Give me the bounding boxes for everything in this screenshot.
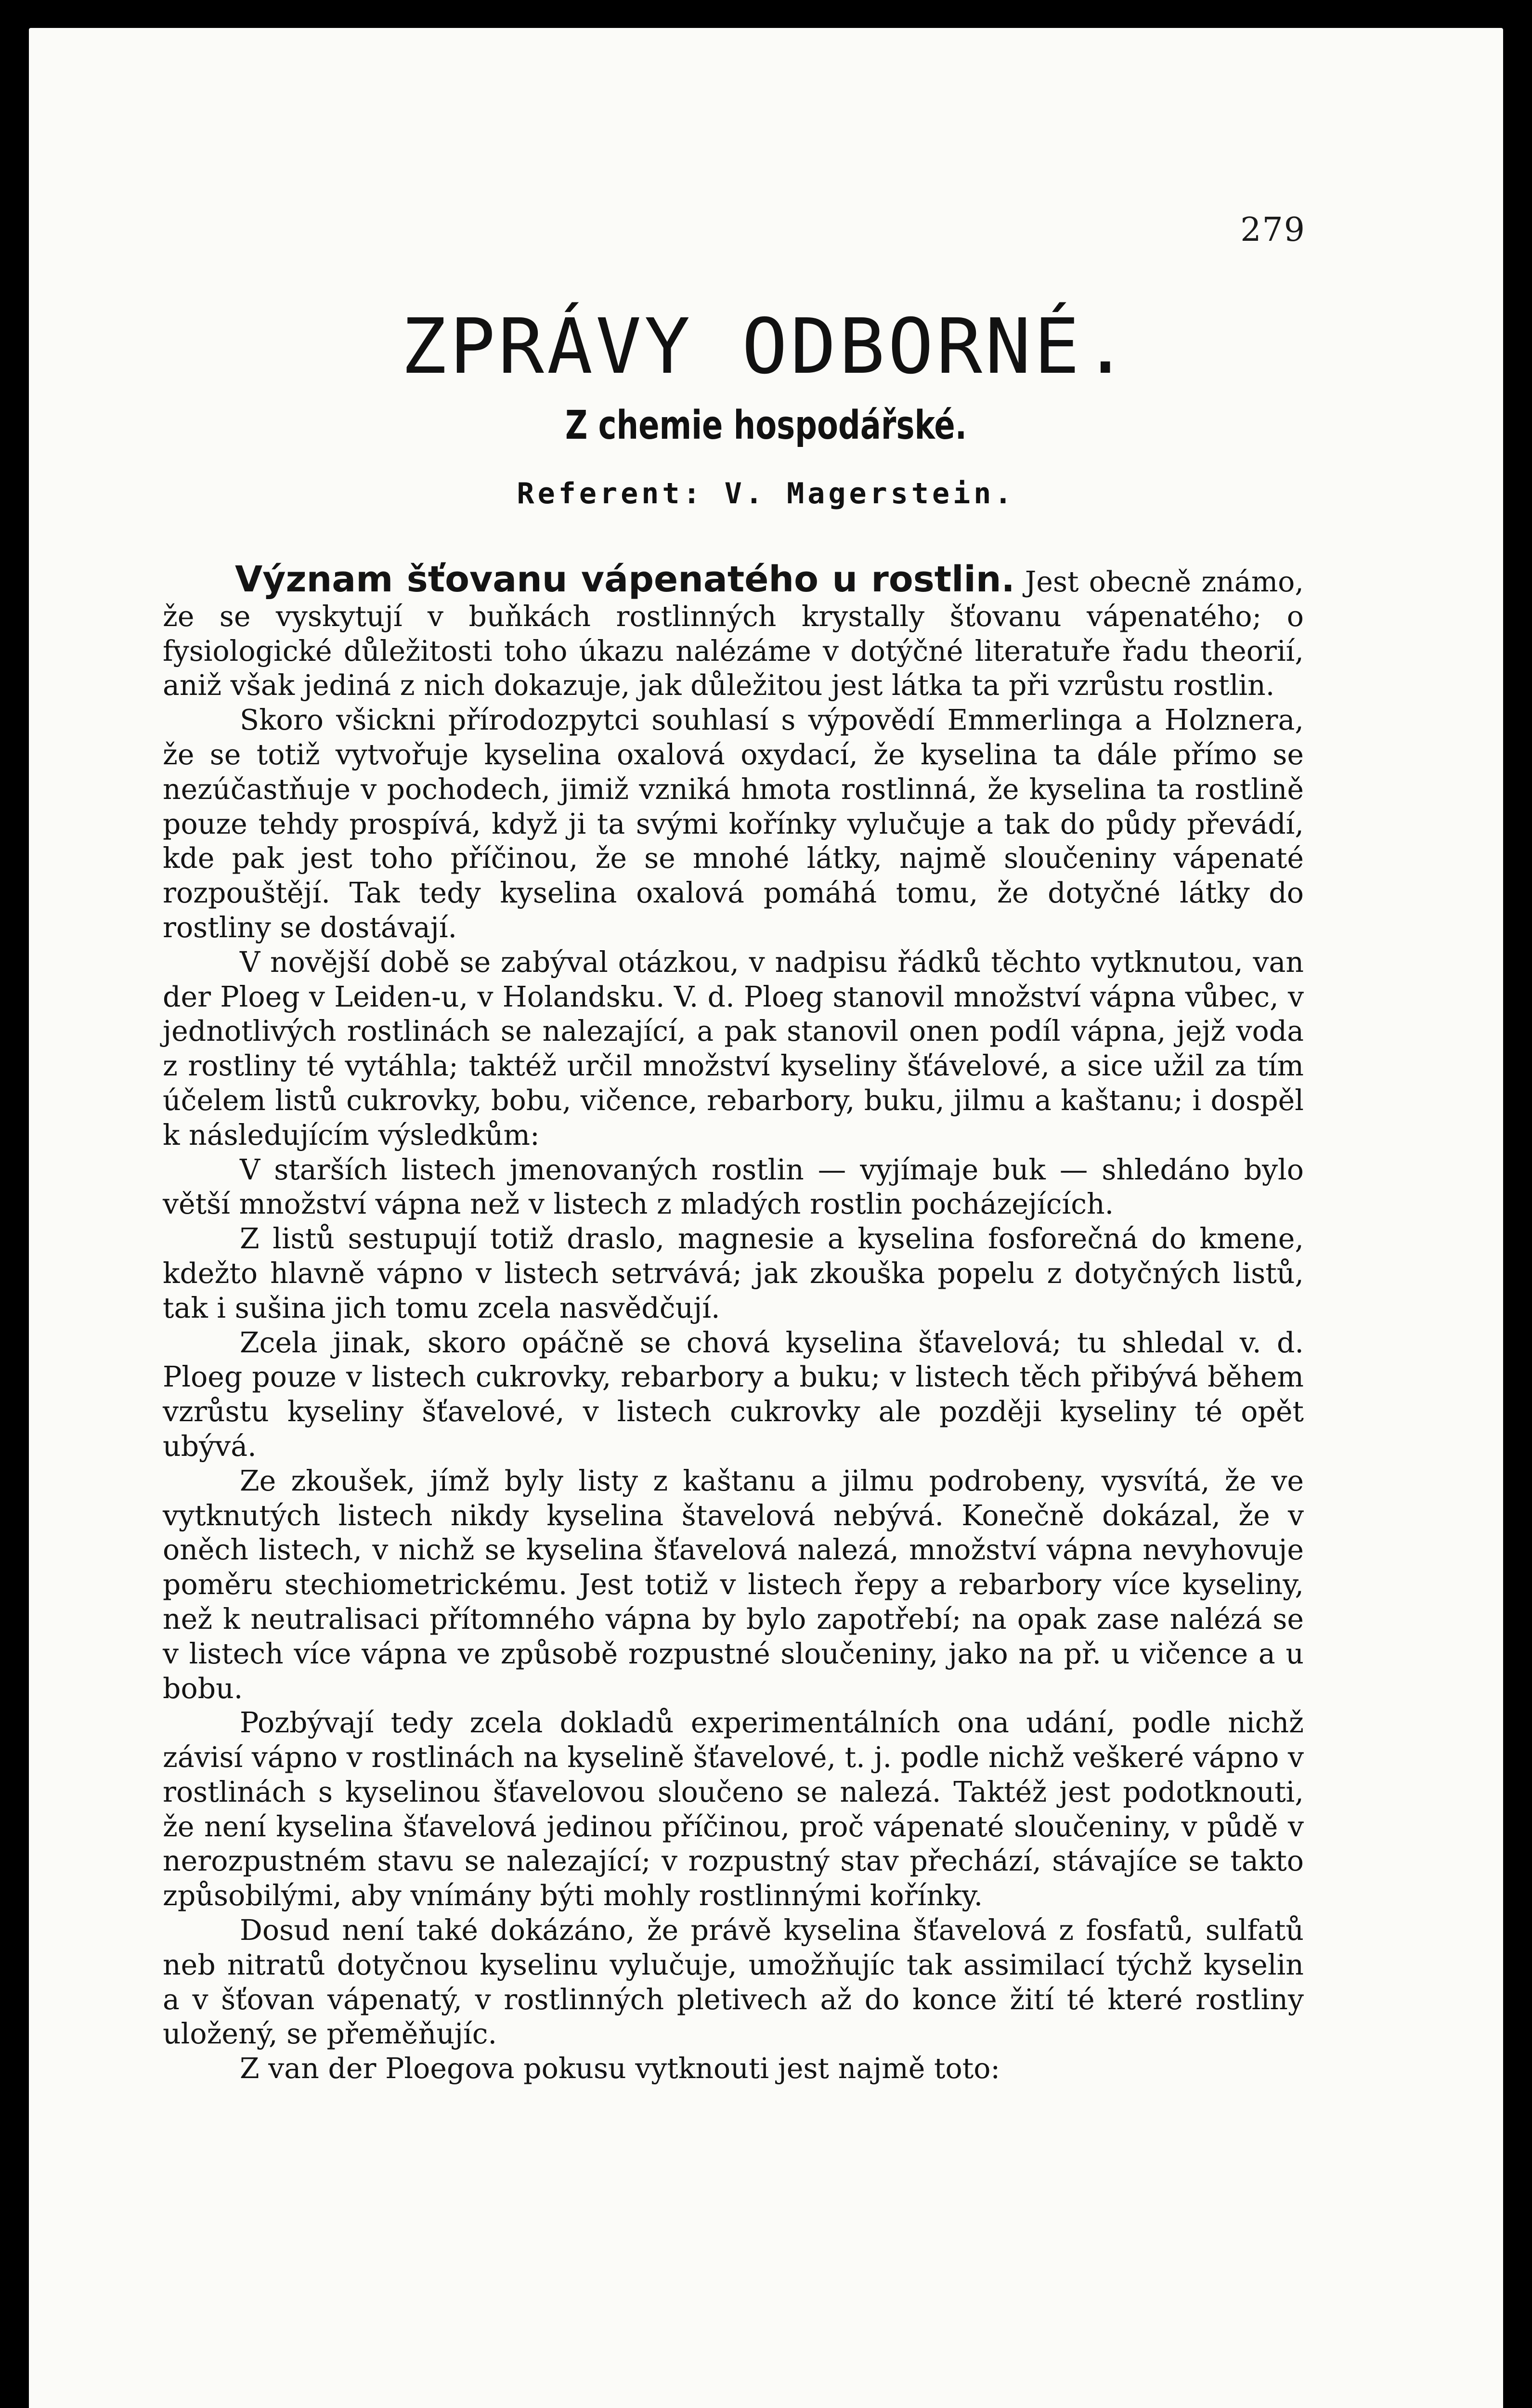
- paragraph: Dosud není také dokázáno, že právě kyselina šťavelová z fosfatů, sulfatů neb nitratů dotyčnou kyselinu vylučuje, umožňujíc tak assimilací týchž kyselin a v šťovan vápenatý, v rostlinných pletivech až do konce žití té které rostliny uložený, se přeměňujíc.: [163, 1914, 1304, 2051]
- paragraph: Ze zkoušek, jímž byly listy z kaštanu a jilmu podrobeny, vysvítá, že ve vytknutých listech nikdy kyselina štavelová nebývá. Konečně dokázal, že v oněch listech, v nichž se kyselina šťavelová nalezá, množství vápna nevyhovuje poměru stechiometrickému. Jest totiž v listech řepy a rebarbory více kyseliny, než k neutralisaci přítomného vápna by bylo zapotřebí; na opak zase nalézá se v listech více vápna ve způsobě rozpustné sloučeniny, jako na př. u vičence a u bobu.: [163, 1464, 1304, 1705]
- paragraph: V starších listech jmenovaných rostlin — vyjímaje buk — shledáno bylo větší množství vápna než v listech z mladých rostlin pocházejících.: [163, 1153, 1304, 1221]
- article-lead-title: Význam šťovanu vápenatého u rostlin.: [235, 559, 1015, 600]
- paragraph: V novější době se zabýval otázkou, v nadpisu řádků těchto vytknutou, van der Ploeg v Leiden-u, v Holandsku. V. d. Ploeg stanovil množství vápna vůbec, v jednotlivých rostlinách se nalezající, a pak stanovil onen podíl vápna, jejž voda z rostliny té vytáhla; taktéž určil množství kyseliny šťávelové, a sice užil za tím účelem listů cukrovky, bobu, vičence, rebarbory, buku, jilmu a kaštanu; i dospěl k následujícím výsledkům:: [163, 945, 1304, 1152]
- paragraph: Zcela jinak, skoro opáčně se chová kyselina šťavelová; tu shledal v. d. Ploeg pouze v listech cukrovky, rebarbory a buku; v listech těch přibývá během vzrůstu kyseliny šťavelové, v listech cukrovky ale později kyseliny té opět ubývá.: [163, 1326, 1304, 1463]
- page-number: 279: [1240, 211, 1306, 249]
- subtitle: Z chemie hospodářské.: [565, 403, 967, 448]
- paragraph: [163, 559, 1304, 703]
- article-body: [163, 559, 1304, 2086]
- paragraph: Skoro všickni přírodozpytci souhlasí s výpovědí Emmerlinga a Holznera, že se totiž vytvořuje kyselina oxalová oxydací, že kyselina ta dále přímo se nezúčastňuje v pochodech, jimiž vzniká hmota rostlinná, že kyselina ta rostlině pouze tehdy prospívá, když ji ta svými kořínky vylučuje a tak do půdy převádí, kde pak jest toho příčinou, že se mnohé látky, najmě sloučeniny vápenaté rozpouštějí. Tak tedy kyselina oxalová pomáhá tomu, že dotyčné látky do rostliny se dostávají.: [163, 704, 1304, 944]
- paragraph: Pozbývají tedy zcela dokladů experimentálních ona udání, podle nichž závisí vápno v rostlinách na kyselině šťavelové, t. j. podle nichž veškeré vápno v rostlinách s kyselinou šťavelovou sloučeno se nalezá. Taktéž jest podotknouti, že není kyselina šťavelová jedinou příčinou, proč vápenaté sloučeniny, v půdě v nerozpustném stavu se nalezající; v rozpustný stav přechází, stávajíce se takto způsobilými, aby vnímány býti mohly rostlinnými kořínky.: [163, 1706, 1304, 1912]
- paragraph: Z listů sestupují totiž draslo, magnesie a kyselina fosforečná do kmene, kdežto hlavně vápno v listech setrvává; jak zkouška popelu z dotyčných listů, tak i sušina jich tomu zcela nasvědčují.: [163, 1222, 1304, 1324]
- paragraph-text: Jest obecně známo, že se vyskytují v buňkách rostlinných krystally šťovanu vápenatého; o fysiologické důležitosti toho úkazu nalézáme v dotýčné literatuře řadu theorií, aniž však jediná z nich dokazuje, jak důležitou jest látka ta při vzrůstu rostlin.: [163, 565, 1304, 702]
- paragraph: Z van der Ploegova pokusu vytknouti jest najmě toto:: [240, 2052, 1000, 2085]
- section-title: ZPRÁVY ODBORNÉ.: [401, 302, 1131, 391]
- referent-line: Referent: V. Magerstein.: [517, 477, 1015, 510]
- document-page: [29, 28, 1503, 2408]
